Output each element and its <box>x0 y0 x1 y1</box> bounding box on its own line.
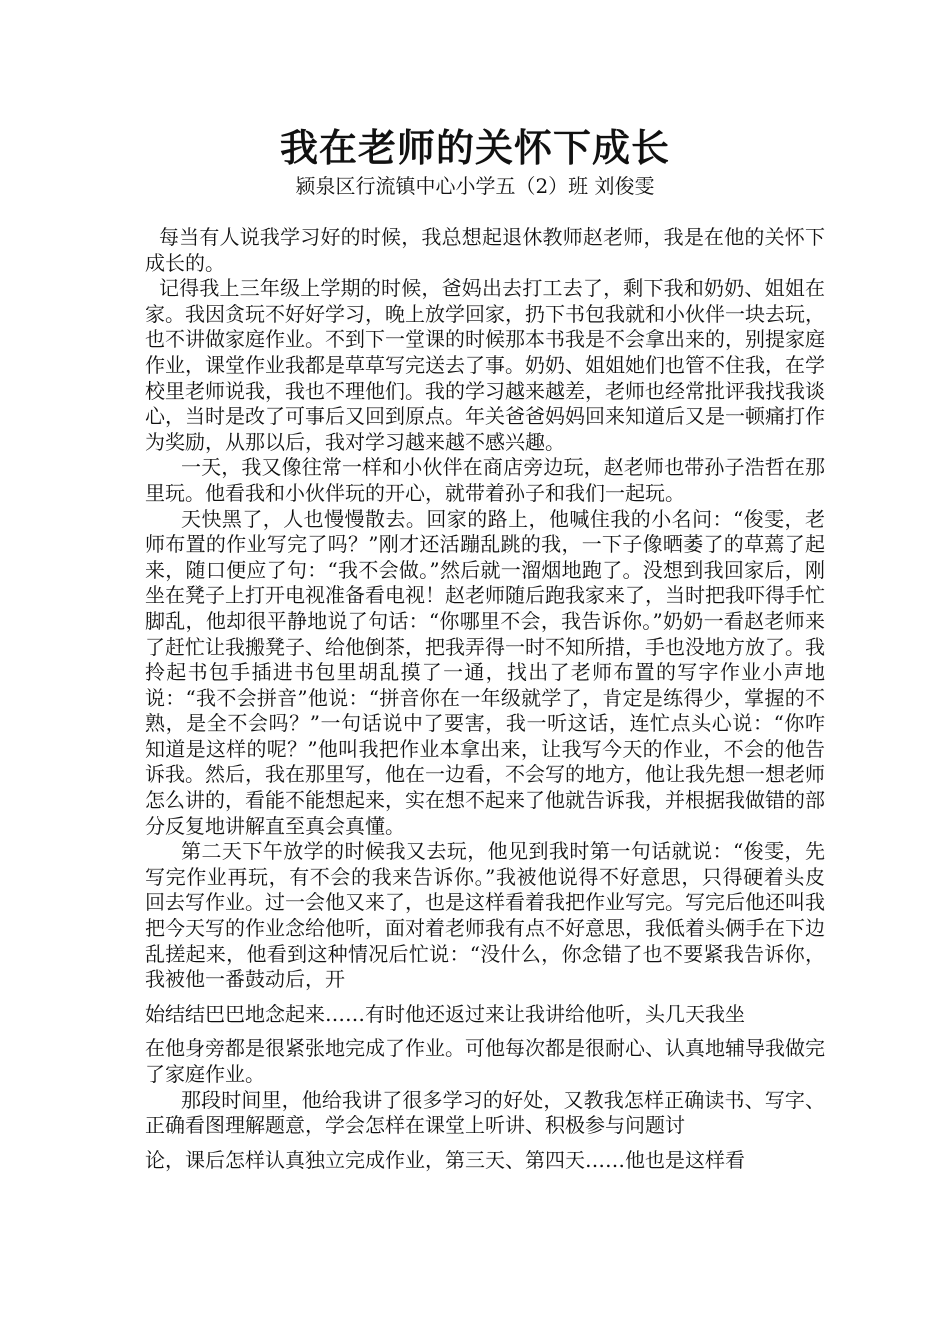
document-title: 我在老师的关怀下成长 <box>279 125 670 170</box>
paragraph-continuation: 始结结巴巴地念起来……有时他还返过来让我讲给他听，头几天我坐 <box>145 1001 745 1026</box>
document-byline: 颍泉区行流镇中心小学五（2）班 刘俊雯 <box>295 174 655 198</box>
paragraph: 一天，我又像往常一样和小伙伴在商店旁边玩，赵老师也带孙子浩哲在那里玩。他看我和小伙伴玩的开心，就带着孙子和我们一起玩。 <box>145 455 825 505</box>
paragraph-continuation: 在他身旁都是很紧张地完成了作业。可他每次都是很耐心、认真地辅导我做完了家庭作业。 <box>145 1036 825 1086</box>
paragraph: 第二天下午放学的时候我又去玩，他见到我时第一句话就说：“俊雯，先写完作业再玩，有不会的我来告诉你。”我被他说得不好意思，只得硬着头皮回去写作业。过一会他又来了，也是这样看着我把作业写完。写完后他还叫我把今天写的作业念给他听，面对着老师我有点不好意思，我低着头俩手在下边乱搓起来，他看到这种情况后忙说：“没什么，你念错了也不要紧我告诉你，我被他一番鼓动后，开 <box>145 839 825 992</box>
document-body <box>145 225 825 1173</box>
paragraph: 那段时间里，他给我讲了很多学习的好处，又教我怎样正确读书、写字、正确看图理解题意，学会怎样在课堂上听讲、积极参与问题讨 <box>145 1087 825 1138</box>
paragraph-continuation: 论，课后怎样认真独立完成作业，第三天、第四天……他也是这样看 <box>145 1147 745 1172</box>
paragraph: 天快黑了，人也慢慢散去。回家的路上，他喊住我的小名问：“俊雯，老师布置的作业写完了吗？”刚才还活蹦乱跳的我，一下子像晒萎了的草蔫了起来，随口便应了句：“我不会做。”然后就一溜烟地跑了。没想到我回家后，刚坐在凳子上打开电视准备看电视！赵老师随后跑我家来了，当时把我吓得手忙脚乱，他却很平静地说了句话：“你哪里不会，我告诉你。”奶奶一看赵老师来了赶忙让我搬凳子、给他倒茶，把我弄得一时不知所措，手也没地方放了。我拎起书包手插进书包里胡乱摸了一通，找出了老师布置的写字作业小声地说：“我不会拼音”他说：“拼音你在一年级就学了，肯定是练得少，掌握的不熟，是全不会吗？”一句话说中了要害，我一听这话，连忙点头心说：“你咋知道是这样的呢？”他叫我把作业本拿出来，让我写今天的作业，不会的他告诉我。然后，我在那里写，他在一边看，不会写的地方，他让我先想一想老师怎么讲的，看能不能想起来，实在想不起来了他就告诉我，并根据我做错的部分反复地讲解直至真会真懂。 <box>145 506 825 838</box>
paragraph: 每当有人说我学习好的时候，我总想起退休教师赵老师，我是在他的关怀下成长的。 <box>145 225 825 275</box>
paragraph: 记得我上三年级上学期的时候，爸妈出去打工去了，剩下我和奶奶、姐姐在家。我因贪玩不好好学习，晚上放学回家，扔下书包我就和小伙伴一块去玩，也不讲做家庭作业。不到下一堂课的时候那本书我是不会拿出来的，别提家庭作业，课堂作业我都是草草写完送去了事。奶奶、姐姐她们也管不住我，在学校里老师说我，我也不理他们。我的学习越来越差，老师也经常批评我找我谈心，当时是改了可事后又回到原点。年关爸爸妈妈回来知道后又是一顿痛打作为奖励，从那以后，我对学习越来越不感兴趣。 <box>145 276 825 454</box>
